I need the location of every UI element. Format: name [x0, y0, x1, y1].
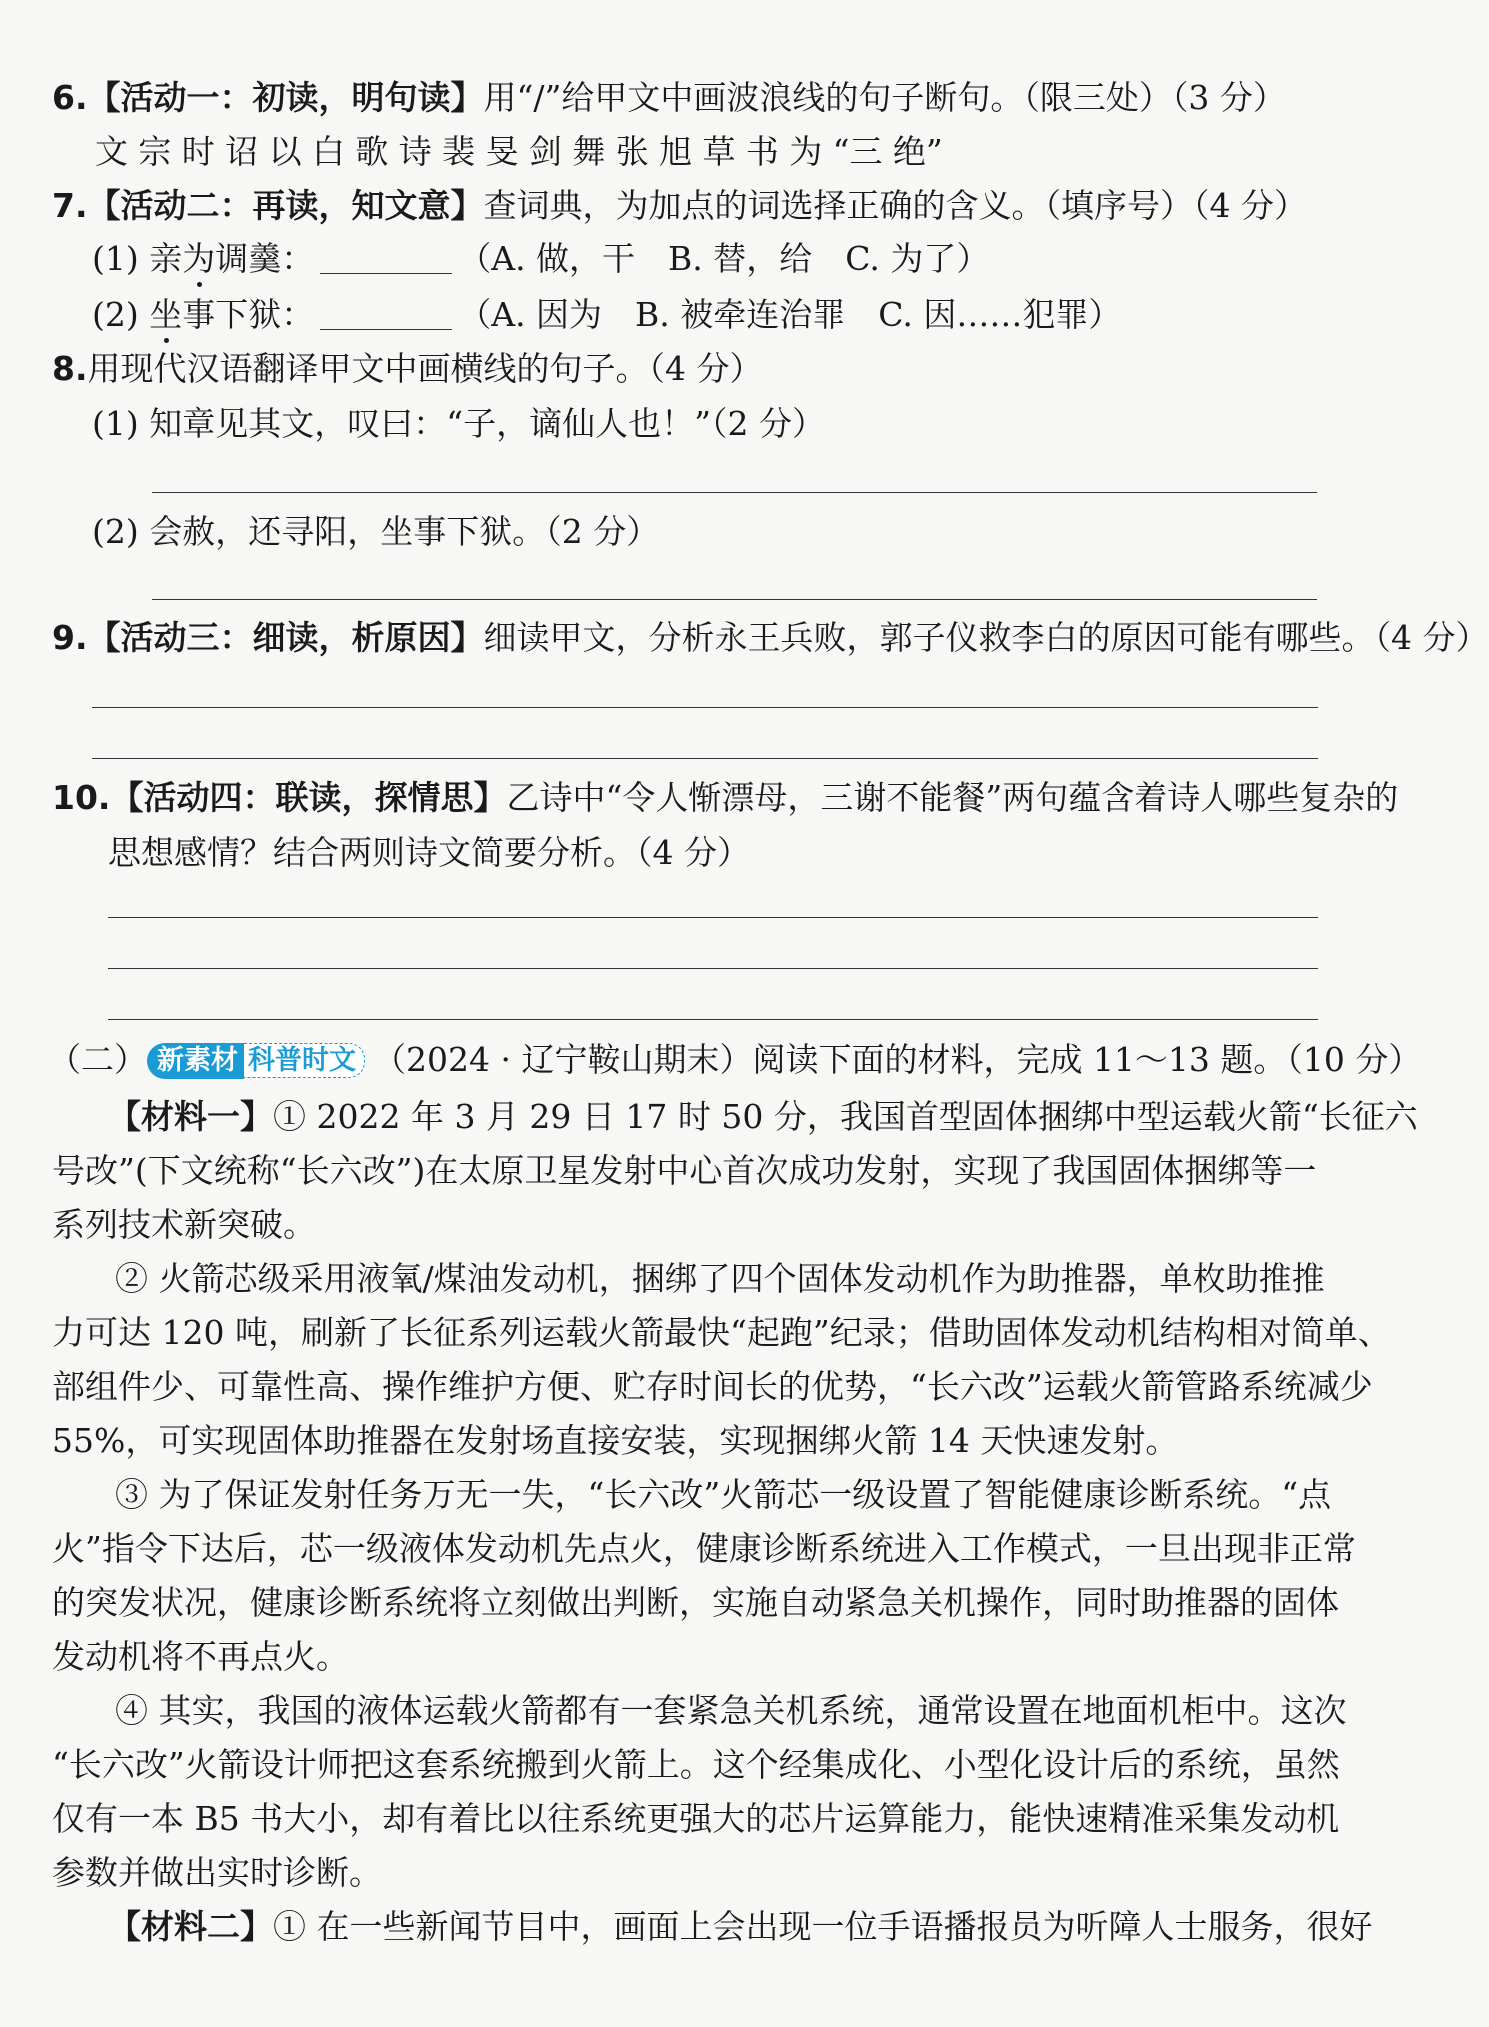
q8-item-1: (1) 知章见其文，叹曰：“子，谪仙人也！”（2 分） [92, 404, 825, 443]
q7-item-1: (1) 亲为调羹： （A. 做，干 B. 替，给 C. 为了） [92, 239, 990, 278]
answer-line[interactable] [108, 968, 1318, 969]
material-2-para-1-line-1: 【材料二】① 在一些新闻节目中，画面上会出现一位手语播报员为听障人士服务，很好 [108, 1907, 1373, 1946]
question-text: 乙诗中“令人惭漂母，三谢不能餐”两句蕴含着诗人哪些复杂的 [506, 778, 1399, 817]
material-1-para-2-line-3: 部组件少、可靠性高、操作维护方便、贮存时间长的优势，“长六改”运载火箭管路系统减少 [52, 1367, 1373, 1406]
answer-blank[interactable] [320, 243, 452, 274]
sentence-char: 旭 [659, 132, 693, 171]
sentence-char: 旻 [485, 132, 519, 171]
answer-line[interactable] [92, 758, 1318, 759]
question-10 [52, 778, 1398, 818]
sentence-char: 绝” [892, 132, 943, 171]
answer-line[interactable] [108, 1019, 1318, 1020]
material-1-para-4-line-2: “长六改”火箭设计师把这套系统搬到火箭上。这个经集成化、小型化设计后的系统，虽然 [52, 1745, 1340, 1784]
sentence-char: 裴 [442, 132, 476, 171]
sentence-char: 诏 [225, 132, 259, 171]
material-1-para-3-line-2: 火”指令下达后，芯一级液体发动机先点火，健康诊断系统进入工作模式，一旦出现非正常 [52, 1529, 1356, 1568]
answer-blank[interactable] [320, 299, 452, 330]
q7-item-2: (2) 坐事下狱： （A. 因为 B. 被牵连治罪 C. 因……犯罪） [92, 295, 1122, 334]
sentence-char: 白 [311, 132, 345, 171]
material-1-para-1-line-2: 号改”(下文统称“长六改”)在太原卫星发射中心首次成功发射，实现了我国固体捆绑等一 [52, 1151, 1317, 1190]
sentence-char: 书 [745, 132, 779, 171]
material-1-para-3-line-4: 发动机将不再点火。 [52, 1637, 349, 1676]
answer-line[interactable] [92, 707, 1318, 708]
options: （A. 因为 B. 被牵连治罪 C. 因……犯罪） [458, 295, 1122, 334]
question-number: 10. [52, 778, 111, 817]
question-number: 6. [52, 78, 88, 117]
activity-tag: 【活动三：细读，析原因】 [87, 618, 484, 657]
new-material-badge: 新素材 [147, 1043, 244, 1079]
material-1-para-3-line-3: 的突发状况，健康诊断系统将立刻做出判断，实施自动紧急关机操作，同时助推器的固体 [52, 1583, 1339, 1622]
material-1-para-4-line-1: ④ 其实，我国的液体运载火箭都有一套紧急关机系统，通常设置在地面机柜中。这次 [115, 1691, 1347, 1730]
genre-badge: 科普时文 [244, 1043, 365, 1078]
question-6 [52, 78, 1286, 118]
question-text: 查词典，为加点的词选择正确的含义。（填序号）（4 分） [483, 186, 1307, 225]
activity-tag: 【活动二：再读，知文意】 [87, 186, 484, 225]
q6-sentence [95, 132, 943, 172]
section-2-header [48, 1040, 1421, 1080]
material-tag: 【材料一】 [108, 1097, 273, 1136]
material-1-para-1-line-3: 系列技术新突破。 [52, 1205, 316, 1244]
activity-tag: 【活动一：初读，明句读】 [87, 78, 484, 117]
sentence-char: 草 [702, 132, 736, 171]
question-text: 用现代汉语翻译甲文中画横线的句子。（4 分） [87, 349, 763, 388]
question-text: 细读甲文，分析永王兵败，郭子仪救李白的原因可能有哪些。（4 分） [483, 618, 1489, 657]
answer-line[interactable] [108, 917, 1318, 918]
dotted-word: 坐 [149, 295, 183, 334]
question-number: 9. [52, 618, 88, 657]
material-1-para-1-line-1: 【材料一】① 2022 年 3 月 29 日 17 时 50 分，我国首型固体捆绑中型运载火箭“长征六 [108, 1097, 1418, 1136]
answer-line[interactable] [152, 599, 1317, 600]
sentence-char: 剑 [528, 132, 562, 171]
material-1-para-2-line-4: 55%，可实现固体助推器在发射场直接安装，实现捆绑火箭 14 天快速发射。 [52, 1421, 1179, 1460]
sentence-char: 文 [95, 132, 128, 171]
sentence-char: 宗 [138, 132, 172, 171]
question-number: 7. [52, 186, 88, 225]
section-instruction: （2024 · 辽宁鞍山期末）阅读下面的材料，完成 11～13 题。（10 分） [373, 1040, 1422, 1079]
material-1-para-4-line-3: 仅有一本 B5 书大小，却有着比以往系统更强大的芯片运算能力，能快速精准采集发动机 [52, 1799, 1340, 1838]
question-number: 8. [52, 349, 88, 388]
question-9 [52, 618, 1489, 658]
question-7 [52, 186, 1307, 226]
sentence-char: 歌 [355, 132, 389, 171]
activity-tag: 【活动四：联读，探情思】 [110, 778, 507, 817]
question-8 [52, 349, 763, 389]
section-label: （二） [48, 1040, 147, 1079]
question-10-cont: 思想感情？结合两则诗文简要分析。（4 分） [108, 833, 750, 872]
sentence-char: “三 [832, 132, 883, 171]
q8-item-2: (2) 会赦，还寻阳，坐事下狱。（2 分） [92, 512, 660, 551]
sentence-char: 舞 [572, 132, 606, 171]
material-1-para-4-line-4: 参数并做出实时诊断。 [52, 1853, 382, 1892]
material-tag: 【材料二】 [108, 1907, 273, 1946]
sentence-char: 以 [268, 132, 302, 171]
material-1-para-3-line-1: ③ 为了保证发射任务万无一失，“长六改”火箭芯一级设置了智能健康诊断系统。“点 [115, 1475, 1332, 1514]
sentence-char: 张 [615, 132, 649, 171]
material-1-para-2-line-1: ② 火箭芯级采用液氧/煤油发动机，捆绑了四个固体发动机作为助推器，单枚助推推 [115, 1259, 1325, 1298]
options: （A. 做，干 B. 替，给 C. 为了） [458, 239, 990, 278]
sentence-char: 时 [181, 132, 215, 171]
sentence-char: 为 [789, 132, 823, 171]
sentence-char: 诗 [398, 132, 432, 171]
material-1-para-2-line-2: 力可达 120 吨，刷新了长征系列运载火箭最快“起跑”纪录；借助固体发动机结构相对简单、 [52, 1313, 1391, 1352]
answer-line[interactable] [152, 492, 1317, 493]
dotted-word: 为 [182, 239, 216, 278]
question-text: 用“/”给甲文中画波浪线的句子断句。（限三处）（3 分） [483, 78, 1286, 117]
